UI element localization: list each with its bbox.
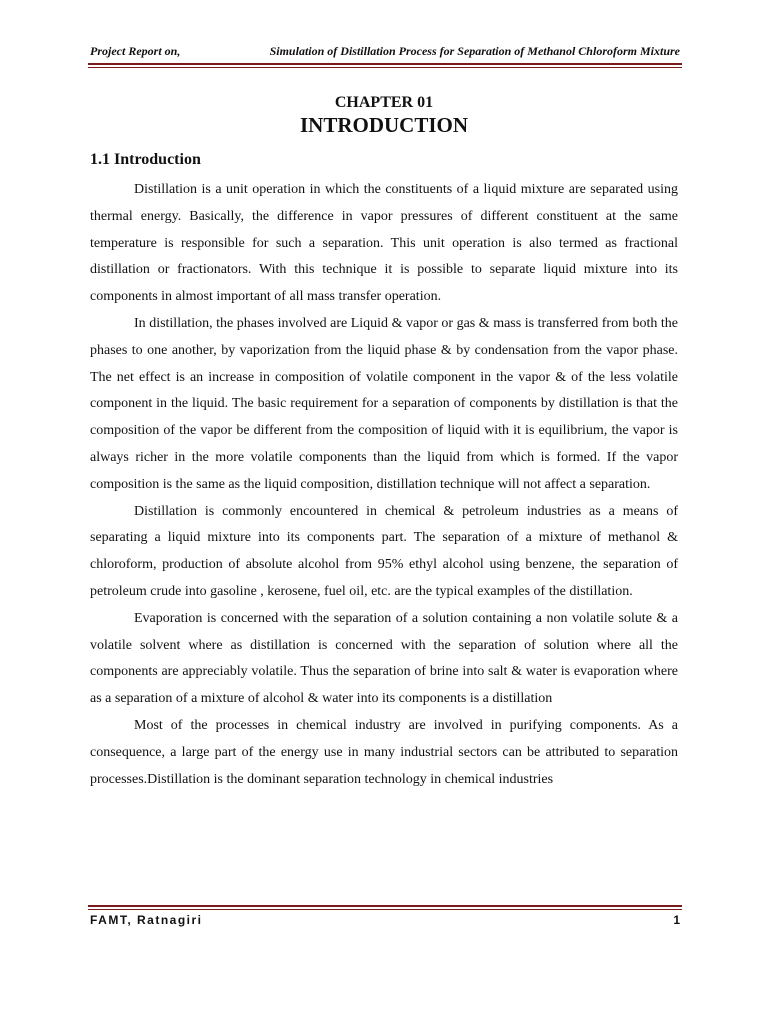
header-right-text: Simulation of Distillation Process for Separation of Methanol Chloroform Mixture xyxy=(269,44,680,58)
chapter-number: CHAPTER 01 xyxy=(334,94,434,111)
paragraph: Evaporation is concerned with the separation of a solution containing a non volatile solute & a volatile solvent where as distillation is concerned with the separation of solution where all the components are appreciably volatile. Thus the separation of brine into salt & water is evaporation where as a separation of a mixture of alcohol & water into its components is a distillation xyxy=(90,610,678,707)
header-left-text: Project Report on, xyxy=(90,44,181,58)
paragraph: Distillation is a unit operation in which the constituents of a liquid mixture are separated using thermal energy. Basically, the difference in vapor pressures of different constituent at the same temperature is responsible for such a separation. This unit operation is also termed as fractional distillation or fractionators. With this technique it is possible to separate liquid mixture into its components in almost important of all mass transfer operation. xyxy=(90,182,678,305)
section-heading: 1.1 Introduction xyxy=(90,151,201,168)
paragraph: Distillation is commonly encountered in chemical & petroleum industries as a means of separating a liquid mixture into its components part. The separation of a mixture of methanol & chloroform, production of absolute alcohol from 95% ethyl alcohol using benzene, the separation of petroleum crude into gasoline , kerosene, fuel oil, etc. are the typical examples of the distillation. xyxy=(90,503,678,599)
footer-rule xyxy=(88,905,682,910)
footer-institution: FAMT, Ratnagiri xyxy=(90,913,203,927)
chapter-title: INTRODUCTION xyxy=(299,113,469,137)
paragraph: Most of the processes in chemical industry are involved in purifying components. As a consequence, a large part of the energy use in many industrial sectors can be attributed to separation processes.Distillation is the dominant separation technology in chemical industries xyxy=(90,717,678,787)
body-text xyxy=(90,177,678,793)
page-number: 1 xyxy=(673,913,680,927)
paragraph: In distillation, the phases involved are Liquid & vapor or gas & mass is transferred from both the phases to one another, by vaporization from the liquid phase & by condensation from the vapor phase. The net effect is an increase in composition of volatile component in the vapor & of the less volatile component in the liquid. The basic requirement for a separation of components by distillation is that the composition of the vapor be different from the composition of liquid with it is equilibrium, the vapor is always richer in the more volatile components than the liquid from which is formed. If the vapor composition is the same as the liquid composition, distillation technique will not affect a separation. xyxy=(90,315,678,492)
page-header xyxy=(90,44,680,59)
header-rule xyxy=(88,63,682,68)
